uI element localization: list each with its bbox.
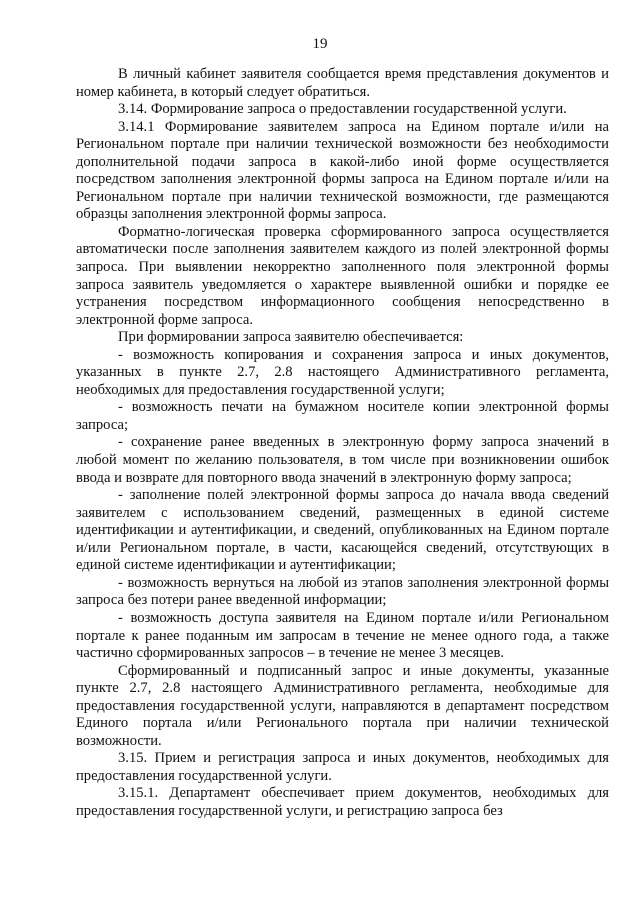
- list-item-return-step: - возможность вернуться на любой из этапов заполнения электронной формы запроса без потери ранее введенной информации;: [76, 574, 609, 609]
- list-item-print: - возможность печати на бумажном носителе копии электронной формы запроса;: [76, 399, 609, 433]
- list-item-autofill: - заполнение полей электронной формы запроса до начала ввода сведений заявителем с использованием сведений, размещенных в единой системе идентификации и аутентификации, и сведений, опубликованных на Едином портале и/или Региональном портале, в части, касающейся сведений, отсутствующих в единой системе идентификации и аутентификации;: [76, 487, 609, 574]
- list-item-copy-save: - возможность копирования и сохранения запроса и иных документов, указанных в пункте 2.7, 2.8 настоящего Административного регламента, необходимых для предоставления государственной услуги;: [76, 346, 609, 398]
- paragraph-provided-features: При формировании запроса заявителю обеспечивается:: [118, 329, 464, 346]
- paragraph-submission: Сформированный и подписанный запрос и иные документы, указанные пункте 2.7, 2.8 настоящего Административного регламента, необходимые для предоставления государственной услуги, направляются в департамент посредством Единого портала и/или Регионального портала при наличии технической возможности.: [76, 662, 609, 749]
- page-number: 19: [312, 36, 328, 52]
- list-item-access-requests: - возможность доступа заявителя на Едином портале и/или Региональном портале к ранее поданным им запросам в течение не менее одного года, а также частично сформированных запросов – в течение не менее 3 месяцев.: [76, 609, 609, 662]
- paragraph-personal-cabinet: В личный кабинет заявителя сообщается время представления документов и номер кабинета, в который следует обратиться.: [76, 66, 609, 100]
- paragraph-format-check: Форматно-логическая проверка сформированного запроса осуществляется автоматически после заполнения заявителем каждого из полей электронной формы запроса. При выявлении некорректно заполненного поля электронной формы запроса заявитель уведомляется о характере выявленной ошибки и порядке ее устранения посредством информационного сообщения непосредственно в электронной форме запроса.: [76, 223, 609, 328]
- paragraph-3-14-1: 3.14.1 Формирование заявителем запроса на Едином портале и/или на Региональном портале при наличии технической возможности без необходимости дополнительной подачи запроса в какой-либо иной форме осуществляется посредством заполнения электронной формы запроса на Едином портале и/или на Региональном портале при наличии технической возможности, где размещаются образцы заполнения электронной формы запроса.: [76, 118, 609, 223]
- document-body: [76, 66, 609, 821]
- list-item-save-values: - сохранение ранее введенных в электронную форму запроса значений в любой момент по желанию пользователя, в том числе при возникновении ошибок ввода и возврате для повторного ввода значений в электронную форму запроса;: [76, 434, 609, 486]
- heading-3-14: 3.14. Формирование запроса о предоставлении государственной услуги.: [118, 101, 567, 118]
- paragraph-3-15-1: 3.15.1. Департамент обеспечивает прием документов, необходимых для предоставления государственной услуги, и регистрацию запроса без: [76, 785, 609, 819]
- heading-3-15: 3.15. Прием и регистрация запроса и иных документов, необходимых для предоставления государственной услуги.: [76, 750, 609, 784]
